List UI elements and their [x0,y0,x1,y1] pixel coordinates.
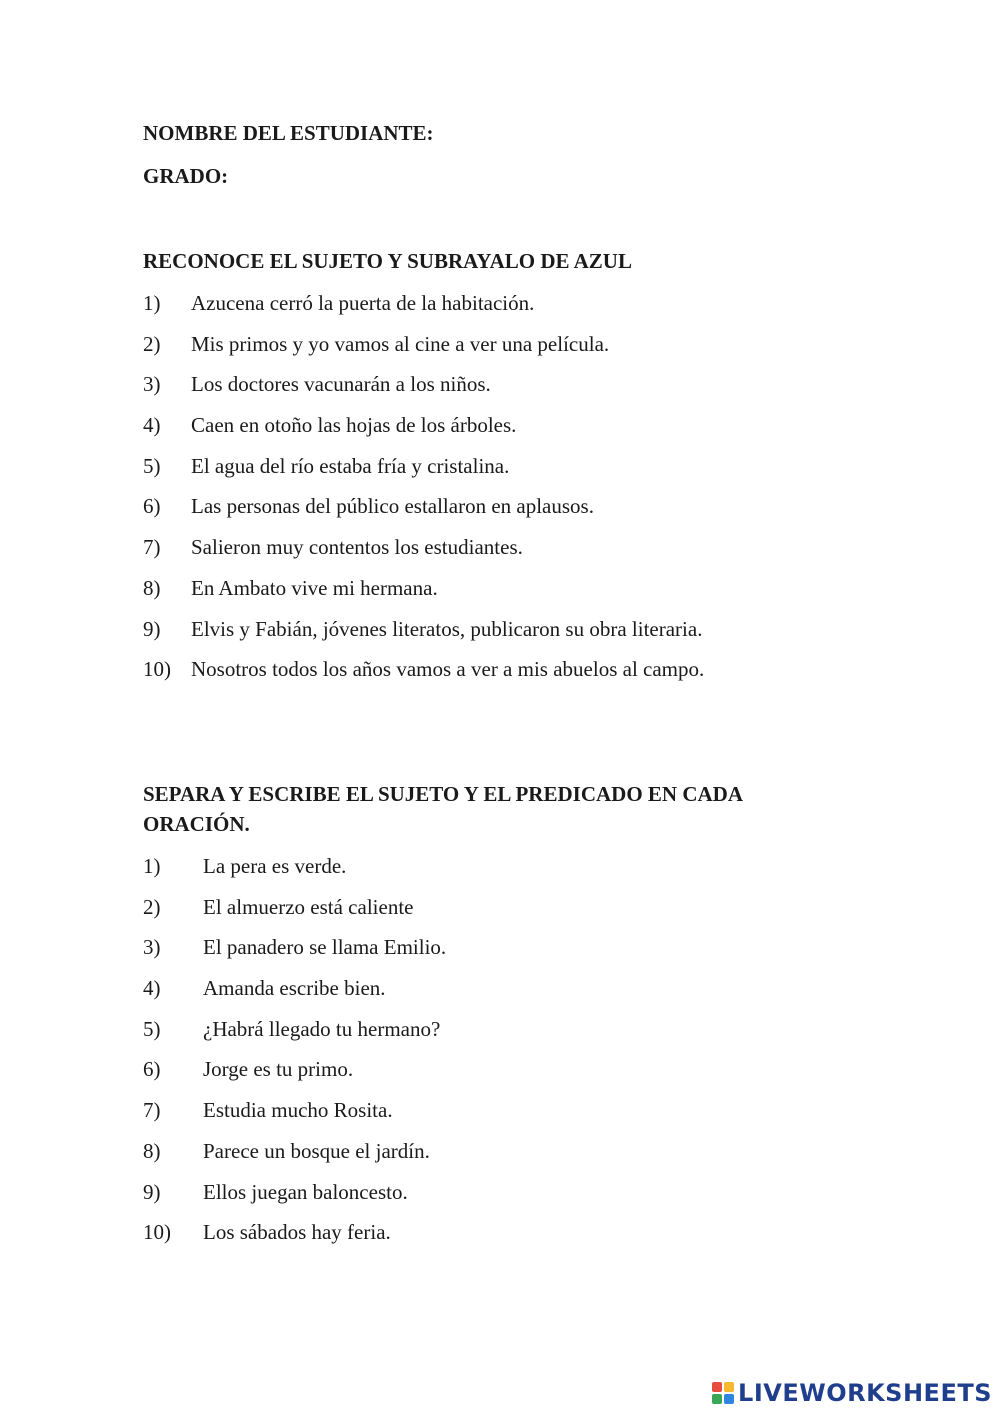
item-number: 8) [143,575,161,600]
liveworksheets-logo-icon [712,1382,734,1404]
logo-square [712,1394,722,1404]
item-number: 7) [143,1098,161,1123]
item-sentence: El agua del río estaba fría y cristalina. [191,453,510,478]
item-number: 8) [143,1138,161,1163]
item-sentence: La pera es verde. [203,854,347,878]
item-sentence: Elvis y Fabián, jóvenes literatos, publicaron su obra literaria. [191,616,703,641]
item-number: 1) [143,291,161,315]
item-sentence: Los sábados hay feria. [203,1220,391,1245]
item-sentence: Nosotros todos los años vamos a ver a mis abuelos al campo. [191,657,705,682]
item-number: 2) [143,894,161,919]
item-sentence: Los doctores vacunarán a los niños. [191,372,491,397]
grade-label: GRADO: [143,164,229,188]
item-number: 6) [143,1057,161,1082]
section1-title: RECONOCE EL SUJETO Y SUBRAYALO DE AZUL [143,249,632,273]
student-name-label: NOMBRE DEL ESTUDIANTE: [143,121,434,145]
item-number: 6) [143,494,161,519]
item-sentence: ¿Habrá llegado tu hermano? [203,1016,441,1041]
item-sentence: Ellos juegan baloncesto. [203,1179,408,1204]
logo-square [712,1382,722,1392]
item-sentence: Parece un bosque el jardín. [203,1138,430,1163]
logo-square [724,1382,734,1392]
item-sentence: Jorge es tu primo. [203,1057,354,1082]
item-sentence: Salieron muy contentos los estudiantes. [191,535,523,560]
item-number: 3) [143,935,161,960]
liveworksheets-brand[interactable] [712,1377,992,1409]
item-number: 5) [143,453,161,478]
item-sentence: Mis primos y yo vamos al cine a ver una película. [191,331,610,356]
item-sentence: Estudia mucho Rosita. [203,1098,393,1123]
item-number: 10) [143,1220,171,1245]
section2-title-line1: SEPARA Y ESCRIBE EL SUJETO Y EL PREDICADO EN CADA [143,782,743,806]
section2-title-line2: ORACIÓN. [143,812,250,836]
item-number: 7) [143,535,161,560]
item-sentence: Amanda escribe bien. [203,976,386,1001]
item-sentence: Caen en otoño las hojas de los árboles. [191,413,517,438]
item-number: 4) [143,976,161,1001]
brand-text: LIVEWORKSHEETS [738,1379,992,1407]
item-sentence: En Ambato vive mi hermana. [191,575,438,600]
item-number: 9) [143,1179,161,1204]
item-sentence: El panadero se llama Emilio. [203,935,447,960]
item-number: 5) [143,1016,161,1041]
item-number: 10) [143,657,171,682]
item-sentence: Azucena cerró la puerta de la habitación. [191,291,535,315]
item-number: 1) [143,854,161,878]
item-number: 9) [143,616,161,641]
logo-square [724,1394,734,1404]
section2-title [143,779,863,839]
item-number: 3) [143,372,161,397]
item-number: 4) [143,413,161,438]
item-number: 2) [143,331,161,356]
item-sentence: Las personas del público estallaron en aplausos. [191,494,594,519]
item-sentence: El almuerzo está caliente [203,894,414,919]
